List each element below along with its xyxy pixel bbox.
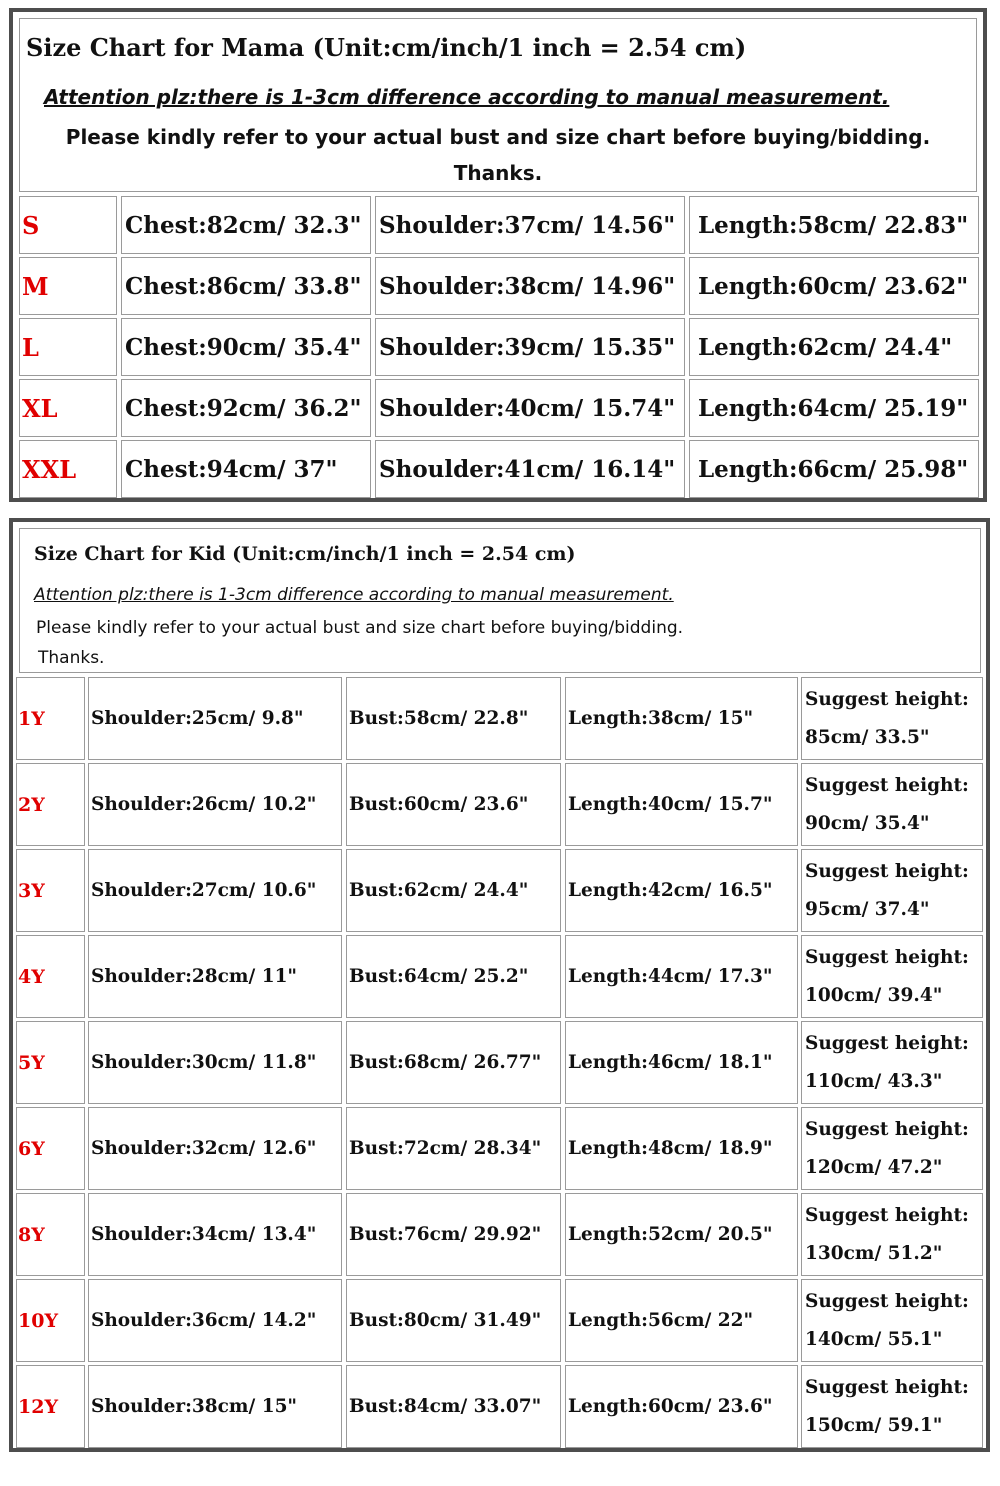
kid-length-cell: Length:60cm/ 23.6" (565, 1365, 798, 1448)
mama-size-label: XL (19, 379, 117, 437)
kid-suggest-height-label: Suggest height: (805, 774, 969, 796)
mama-length-cell: Length:64cm/ 25.19" (689, 379, 979, 437)
kid-size-label: 1Y (16, 677, 85, 760)
kid-suggest-height-label: Suggest height: (805, 1290, 969, 1312)
kid-suggest-height-cell (801, 1107, 983, 1190)
mama-shoulder-cell: Shoulder:37cm/ 14.56" (375, 196, 685, 254)
kid-bust-cell: Bust:58cm/ 22.8" (346, 677, 561, 760)
mama-thanks-note: Thanks. (453, 161, 543, 185)
kid-suggest-height-cell (801, 1279, 983, 1362)
mama-size-label: S (19, 196, 117, 254)
kid-shoulder-cell: Shoulder:26cm/ 10.2" (88, 763, 342, 846)
kid-suggest-height-label: Suggest height: (805, 1376, 969, 1398)
kid-bust-cell: Bust:64cm/ 25.2" (346, 935, 561, 1018)
kid-suggest-height-label: Suggest height: (805, 1032, 969, 1054)
mama-length-cell: Length:60cm/ 23.62" (689, 257, 979, 315)
kid-suggest-height-cell (801, 935, 983, 1018)
kid-shoulder-cell: Shoulder:28cm/ 11" (88, 935, 342, 1018)
mama-chest-cell: Chest:82cm/ 32.3" (121, 196, 371, 254)
kid-size-label: 3Y (16, 849, 85, 932)
mama-shoulder-cell: Shoulder:39cm/ 15.35" (375, 318, 685, 376)
kid-suggest-height-label: Suggest height: (805, 1204, 969, 1226)
kid-shoulder-cell: Shoulder:34cm/ 13.4" (88, 1193, 342, 1276)
kid-size-label: 6Y (16, 1107, 85, 1190)
mama-length-cell: Length:62cm/ 24.4" (689, 318, 979, 376)
mama-chest-cell: Chest:90cm/ 35.4" (121, 318, 371, 376)
kid-suggest-height-value: 110cm/ 43.3" (805, 1070, 943, 1092)
kid-chart-title: Size Chart for Kid (Unit:cm/inch/1 inch = 2.54 cm) (34, 543, 576, 565)
kid-suggest-height-label: Suggest height: (805, 1118, 969, 1140)
mama-chart-header (19, 18, 977, 192)
kid-size-label: 10Y (16, 1279, 85, 1362)
kid-length-cell: Length:56cm/ 22" (565, 1279, 798, 1362)
mama-chart-title: Size Chart for Mama (Unit:cm/inch/1 inch = 2.54 cm) (26, 33, 747, 62)
kid-suggest-height-value: 90cm/ 35.4" (805, 812, 930, 834)
kid-suggest-height-label: Suggest height: (805, 860, 969, 882)
kid-suggest-height-value: 140cm/ 55.1" (805, 1328, 943, 1350)
kid-bust-cell: Bust:84cm/ 33.07" (346, 1365, 561, 1448)
mama-length-cell: Length:58cm/ 22.83" (689, 196, 979, 254)
kid-bust-cell: Bust:60cm/ 23.6" (346, 763, 561, 846)
kid-bust-cell: Bust:68cm/ 26.77" (346, 1021, 561, 1104)
kid-suggest-height-label: Suggest height: (805, 688, 969, 710)
mama-refer-note: Please kindly refer to your actual bust and size chart before buying/bidding. (65, 125, 931, 149)
kid-suggest-height-value: 100cm/ 39.4" (805, 984, 943, 1006)
kid-size-label: 2Y (16, 763, 85, 846)
kid-length-cell: Length:42cm/ 16.5" (565, 849, 798, 932)
kid-suggest-height-value: 130cm/ 51.2" (805, 1242, 943, 1264)
kid-length-cell: Length:46cm/ 18.1" (565, 1021, 798, 1104)
kid-suggest-height-cell (801, 763, 983, 846)
kid-suggest-height-value: 150cm/ 59.1" (805, 1414, 943, 1436)
kid-size-label: 12Y (16, 1365, 85, 1448)
kid-shoulder-cell: Shoulder:36cm/ 14.2" (88, 1279, 342, 1362)
mama-shoulder-cell: Shoulder:40cm/ 15.74" (375, 379, 685, 437)
kid-suggest-height-value: 95cm/ 37.4" (805, 898, 930, 920)
mama-size-label: L (19, 318, 117, 376)
kid-suggest-height-cell (801, 677, 983, 760)
kid-shoulder-cell: Shoulder:25cm/ 9.8" (88, 677, 342, 760)
kid-length-cell: Length:48cm/ 18.9" (565, 1107, 798, 1190)
mama-chest-cell: Chest:86cm/ 33.8" (121, 257, 371, 315)
kid-length-cell: Length:38cm/ 15" (565, 677, 798, 760)
kid-size-label: 8Y (16, 1193, 85, 1276)
kid-bust-cell: Bust:80cm/ 31.49" (346, 1279, 561, 1362)
mama-size-label: XXL (19, 440, 117, 498)
mama-shoulder-cell: Shoulder:38cm/ 14.96" (375, 257, 685, 315)
kid-length-cell: Length:40cm/ 15.7" (565, 763, 798, 846)
mama-shoulder-cell: Shoulder:41cm/ 16.14" (375, 440, 685, 498)
kid-suggest-height-cell (801, 1193, 983, 1276)
kid-refer-note: Please kindly refer to your actual bust and size chart before buying/bidding. (36, 618, 684, 638)
kid-suggest-height-cell (801, 1365, 983, 1448)
kid-size-label: 4Y (16, 935, 85, 1018)
mama-chest-cell: Chest:92cm/ 36.2" (121, 379, 371, 437)
kid-shoulder-cell: Shoulder:32cm/ 12.6" (88, 1107, 342, 1190)
mama-size-label: M (19, 257, 117, 315)
kid-size-chart (9, 518, 990, 1452)
kid-shoulder-cell: Shoulder:30cm/ 11.8" (88, 1021, 342, 1104)
mama-size-chart (9, 8, 987, 502)
kid-chart-header (19, 528, 981, 673)
kid-bust-cell: Bust:72cm/ 28.34" (346, 1107, 561, 1190)
kid-attention-note: Attention plz:there is 1-3cm difference according to manual measurement. (34, 585, 674, 605)
kid-length-cell: Length:44cm/ 17.3" (565, 935, 798, 1018)
kid-bust-cell: Bust:62cm/ 24.4" (346, 849, 561, 932)
kid-suggest-height-label: Suggest height: (805, 946, 969, 968)
mama-attention-note: Attention plz:there is 1-3cm difference according to manual measurement. (44, 85, 890, 109)
kid-shoulder-cell: Shoulder:27cm/ 10.6" (88, 849, 342, 932)
kid-suggest-height-cell (801, 1021, 983, 1104)
kid-suggest-height-value: 120cm/ 47.2" (805, 1156, 943, 1178)
kid-length-cell: Length:52cm/ 20.5" (565, 1193, 798, 1276)
mama-chest-cell: Chest:94cm/ 37" (121, 440, 371, 498)
mama-length-cell: Length:66cm/ 25.98" (689, 440, 979, 498)
kid-bust-cell: Bust:76cm/ 29.92" (346, 1193, 561, 1276)
kid-size-label: 5Y (16, 1021, 85, 1104)
kid-suggest-height-cell (801, 849, 983, 932)
kid-suggest-height-value: 85cm/ 33.5" (805, 726, 930, 748)
kid-shoulder-cell: Shoulder:38cm/ 15" (88, 1365, 342, 1448)
kid-thanks-note: Thanks. (38, 648, 105, 668)
